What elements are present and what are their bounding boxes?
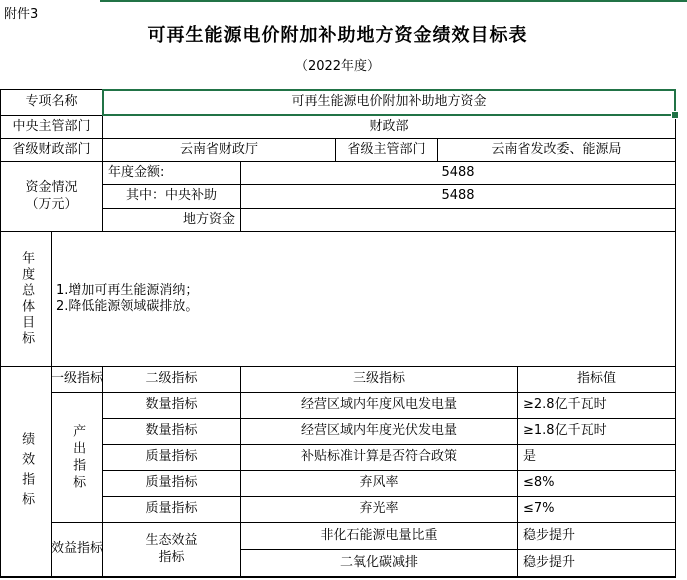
annual-goal-content-cell[interactable]	[52, 232, 676, 367]
funding-label-cell[interactable]	[1, 162, 103, 232]
indicator-value-cell[interactable]: 稳步提升	[518, 550, 676, 576]
indicator-level2-cell[interactable]: 数量指标	[103, 419, 241, 445]
output-group-label-cell[interactable]	[52, 393, 103, 523]
indicator-level3-cell[interactable]: 经营区域内年度光伏发电量	[241, 419, 518, 445]
page-subtitle: （2022年度）	[294, 59, 381, 74]
indicator-level3-cell[interactable]: 弃风率	[241, 471, 518, 497]
annual-goal-line2: 2.降低能源领域碳排放。	[56, 299, 199, 314]
local-fund-value-cell[interactable]	[241, 209, 676, 232]
funding-label-line1: 资金情况	[25, 180, 78, 196]
annual-goal-line1: 1.增加可再生能源消纳；	[56, 282, 199, 298]
selection-accent-line	[100, 0, 687, 2]
central-dept-value-cell[interactable]: 财政部	[103, 116, 676, 139]
indicator-value-cell[interactable]: ≥2.8亿千瓦时	[518, 393, 676, 419]
indicator-level3-cell[interactable]: 补贴标准计算是否符合政策	[241, 445, 518, 471]
provincial-dept-value-cell[interactable]: 云南省发改委、能源局	[438, 139, 676, 162]
eco-benefit-label-line1: 生态效益	[145, 533, 198, 549]
indicator-level3-cell[interactable]: 二氧化碳减排	[241, 550, 518, 576]
indicator-value-cell[interactable]: ≥1.8亿千瓦时	[518, 419, 676, 445]
annual-amount-label-cell[interactable]: 年度金额:	[103, 162, 241, 185]
provincial-dept-label-cell[interactable]: 省级主管部门	[336, 139, 438, 162]
provincial-finance-label-cell[interactable]: 省级财政部门	[1, 139, 103, 162]
annual-goal-label-cell[interactable]	[1, 232, 52, 367]
central-dept-label-cell[interactable]: 中央主管部门	[1, 116, 103, 139]
indicator-value-cell[interactable]: ≤7%	[518, 497, 676, 523]
eco-benefit-label-cell[interactable]	[103, 523, 241, 576]
performance-indicator-label-cell[interactable]	[1, 367, 52, 576]
eco-benefit-label-line2: 指标	[158, 549, 185, 565]
indicator-level3-cell[interactable]: 弃光率	[241, 497, 518, 523]
header-level2-cell[interactable]: 二级指标	[103, 367, 241, 393]
performance-target-table	[0, 89, 676, 578]
indicator-value-cell[interactable]: 是	[518, 445, 676, 471]
provincial-finance-value-cell[interactable]: 云南省财政厅	[103, 139, 336, 162]
indicator-level2-cell[interactable]: 数量指标	[103, 393, 241, 419]
header-level3-cell[interactable]: 三级指标	[241, 367, 518, 393]
attachment-label: 附件3	[4, 7, 39, 22]
indicator-level2-cell[interactable]: 质量指标	[103, 445, 241, 471]
project-name-label-cell[interactable]: 专项名称	[1, 90, 103, 116]
benefit-group-label-cell[interactable]: 效益指标	[52, 523, 103, 576]
indicator-level2-cell[interactable]: 质量指标	[103, 471, 241, 497]
indicator-level3-cell[interactable]: 经营区域内年度风电发电量	[241, 393, 518, 419]
funding-label-line2: （万元）	[25, 196, 78, 212]
indicator-level2-cell[interactable]: 质量指标	[103, 497, 241, 523]
fill-handle[interactable]	[671, 111, 679, 119]
indicator-value-cell[interactable]: ≤8%	[518, 471, 676, 497]
header-value-cell[interactable]: 指标值	[518, 367, 676, 393]
central-subsidy-value-cell[interactable]: 5488	[241, 185, 676, 209]
central-subsidy-label-cell[interactable]: 其中：中央补助	[103, 185, 241, 209]
indicator-value-cell[interactable]: 稳步提升	[518, 523, 676, 550]
performance-indicator-label: 绩效指标	[19, 431, 35, 512]
annual-goal-label: 年度总体目标	[19, 251, 35, 347]
output-group-label: 产出指标	[70, 423, 86, 492]
annual-amount-value-cell[interactable]: 5488	[241, 162, 676, 185]
project-name-value-cell[interactable]	[103, 90, 676, 116]
local-fund-label-cell[interactable]: 地方资金	[103, 209, 241, 232]
project-name-value: 可再生能源电价附加补助地方资金	[291, 94, 487, 110]
page-title: 可再生能源电价附加补助地方资金绩效目标表	[147, 25, 528, 46]
indicator-level3-cell[interactable]: 非化石能源电量比重	[241, 523, 518, 550]
header-level1-cell[interactable]: 一级指标	[52, 367, 103, 393]
